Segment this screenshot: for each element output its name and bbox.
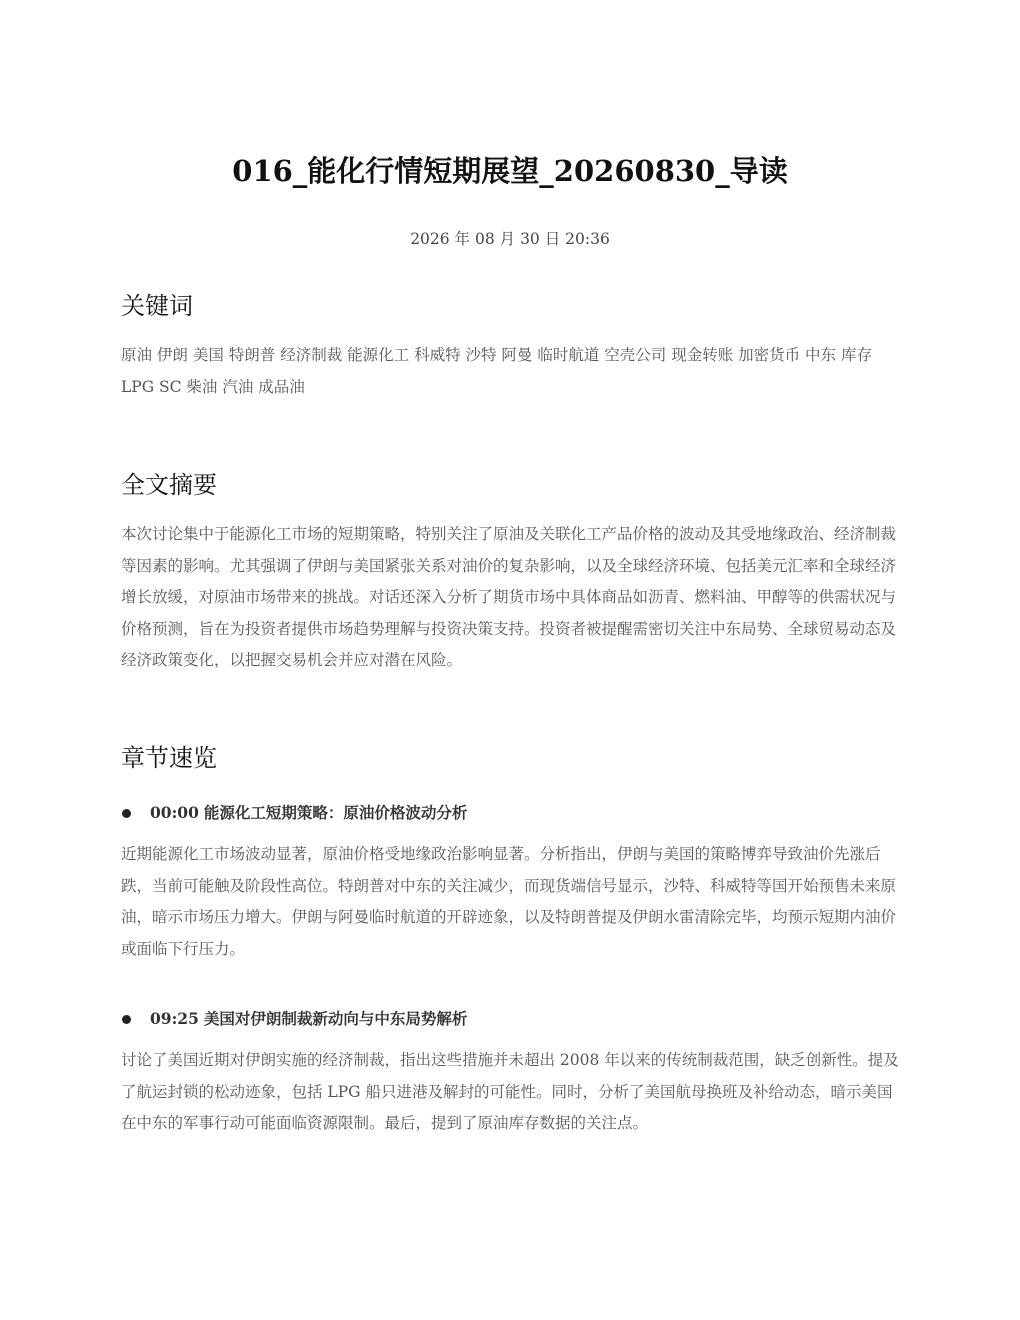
chapter-timestamp: 09:25 bbox=[150, 1009, 199, 1028]
summary-text: 本次讨论集中于能源化工市场的短期策略，特别关注了原油及关联化工产品价格的波动及其受地缘政治、经济制裁等因素的影响。尤其强调了伊朗与美国紧张关系对油价的复杂影响，以及全球经济环境、包括美元汇率和全球经济增长放缓，对原油市场带来的挑战。对话还深入分析了期货市场中具体商品如沥青、燃料油、甲醇等的供需状况与价格预测，旨在为投资者提供市场趋势理解与投资决策支持。投资者被提醒需密切关注中东局势、全球贸易动态及经济政策变化，以把握交易机会并应对潜在风险。 bbox=[121, 525, 897, 669]
chapter-title: 能源化工短期策略：原油价格波动分析 bbox=[203, 803, 468, 822]
keywords-text: 原油 伊朗 美国 特朗普 经济制裁 能源化工 科威特 沙特 阿曼 临时航道 空壳公司 现金转账 加密货币 中东 库存 LPG SC 柴油 汽油 成品油 bbox=[121, 346, 872, 396]
chapter-title: 美国对伊朗制裁新动向与中东局势解析 bbox=[203, 1009, 468, 1028]
chapter-summary: 近期能源化工市场波动显著，原油价格受地缘政治影响显著。分析指出，伊朗与美国的策略博弈导致油价先涨后跌，当前可能触及阶段性高位。特朗普对中东的关注减少，而现货端信号显示，沙特、科威特等国开始预售未来原油，暗示市场压力增大。伊朗与阿曼临时航道的开辟迹象，以及特朗普提及伊朗水雷清除完毕，均预示短期内油价或面临下行压力。 bbox=[121, 845, 897, 958]
chapters-heading: 章节速览 bbox=[121, 744, 217, 772]
document-title: 016_能化行情短期展望_20260830_导读 bbox=[232, 154, 788, 188]
chapter-timestamp: 00:00 bbox=[150, 803, 199, 822]
chapter-summary: 讨论了美国近期对伊朗实施的经济制裁，指出这些措施并未超出 2008 年以来的传统制裁范围，缺乏创新性。提及了航运封锁的松动迹象，包括 LPG 船只进港及解封的可能性。同时，分析了美国航母换班及补给动态，暗示美国在中东的军事行动可能面临资源限制。最后，提到了原油库存数据的关注点。 bbox=[121, 1051, 899, 1132]
chapter-item-title bbox=[121, 801, 467, 825]
keywords-heading: 关键词 bbox=[121, 292, 193, 320]
chapter-item-title bbox=[121, 1007, 467, 1031]
summary-heading: 全文摘要 bbox=[121, 471, 217, 499]
document-date: 2026 年 08 月 30 日 20:36 bbox=[410, 230, 610, 248]
bullet-icon bbox=[122, 1015, 131, 1024]
bullet-icon bbox=[122, 809, 131, 818]
